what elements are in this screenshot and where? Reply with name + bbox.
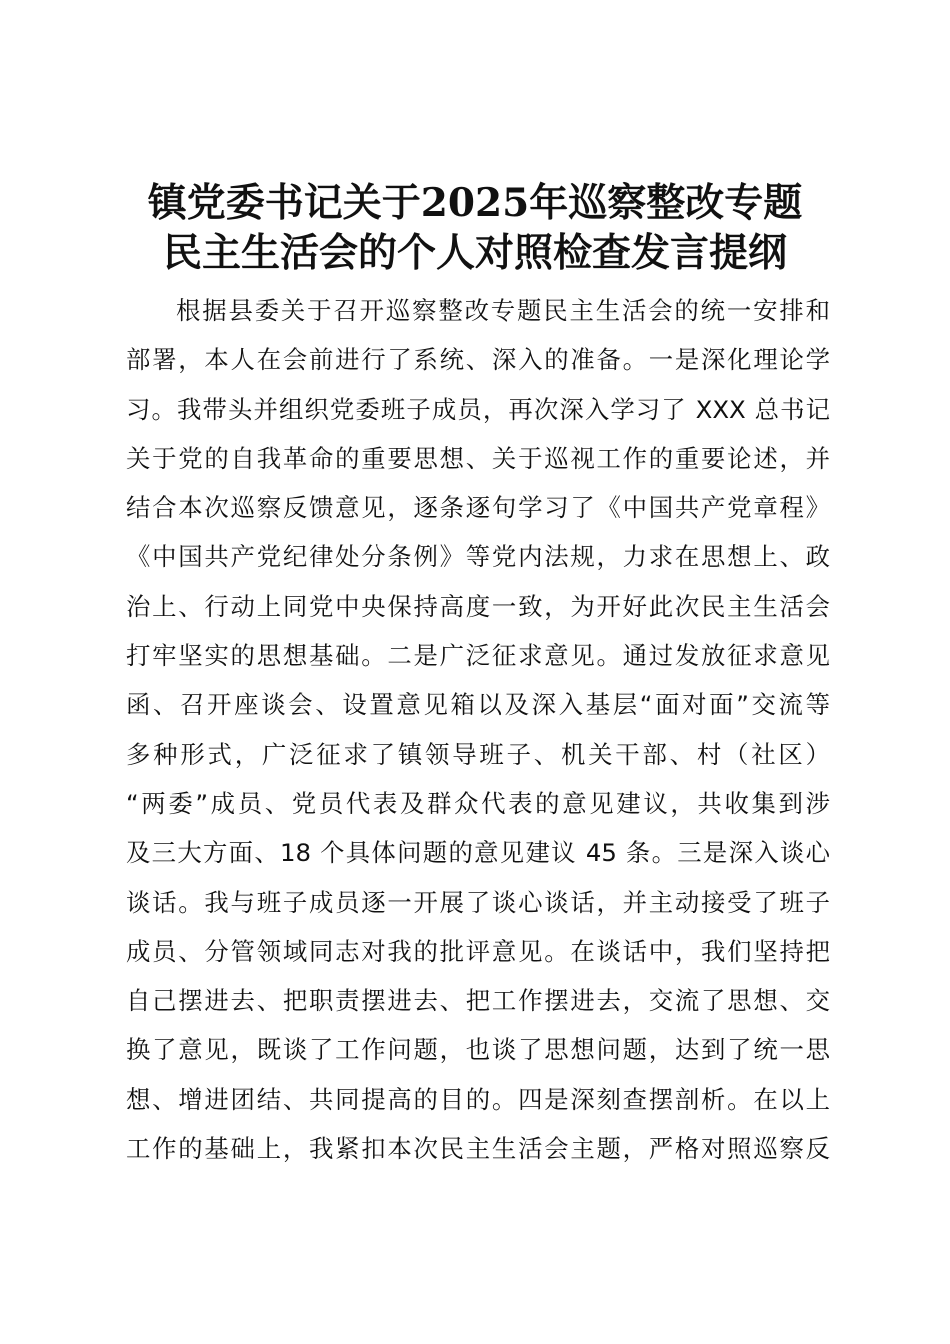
body-line: 打牢坚实的思想基础。二是广泛征求意见。通过发放征求意见 — [126, 641, 830, 671]
title-line-2: 民主生活会的个人对照检查发言提纲 — [162, 230, 787, 276]
body-line: “两委”成员、党员代表及群众代表的意见建议，共收集到涉 — [126, 788, 830, 818]
title-line-1: 镇党委书记关于2025年巡察整改专题 — [147, 180, 803, 226]
body-line: 部署，本人在会前进行了系统、深入的准备。一是深化理论学 — [126, 345, 830, 375]
body-line: 谈话。我与班子成员逐一开展了谈心谈话，并主动接受了班子 — [126, 887, 830, 917]
body-line: 关于党的自我革命的重要思想、关于巡视工作的重要论述，并 — [126, 443, 830, 473]
body-line: 想、增进团结、共同提高的目的。四是深刻查摆剖析。在以上 — [126, 1084, 830, 1114]
body-line: 换了意见，既谈了工作问题，也谈了思想问题，达到了统一思 — [126, 1035, 830, 1065]
body-line: 治上、行动上同党中央保持高度一致，为开好此次民主生活会 — [126, 591, 830, 621]
body-line: 《中国共产党纪律处分条例》等党内法规，力求在思想上、政 — [126, 542, 830, 572]
body-line: 自己摆进去、把职责摆进去、把工作摆进去，交流了思想、交 — [126, 986, 830, 1016]
body-line: 及三大方面、18 个具体问题的意见建议 45 条。三是深入谈心 — [126, 838, 830, 868]
body-line: 根据县委关于召开巡察整改专题民主生活会的统一安排和 — [176, 296, 830, 325]
body-line: 结合本次巡察反馈意见，逐条逐句学习了《中国共产党章程》 — [126, 493, 830, 523]
document-body — [126, 286, 830, 1173]
body-line: 工作的基础上，我紧扣本次民主生活会主题，严格对照巡察反 — [126, 1134, 830, 1164]
body-line: 成员、分管领域同志对我的批评意见。在谈话中，我们坚持把 — [126, 936, 830, 966]
document-title — [100, 178, 850, 278]
body-line: 多种形式，广泛征求了镇领导班子、机关干部、村（社区） — [126, 739, 830, 769]
body-line: 习。我带头并组织党委班子成员，再次深入学习了 XXX 总书记 — [126, 394, 830, 424]
body-line: 函、召开座谈会、设置意见箱以及深入基层“面对面”交流等 — [126, 690, 830, 720]
